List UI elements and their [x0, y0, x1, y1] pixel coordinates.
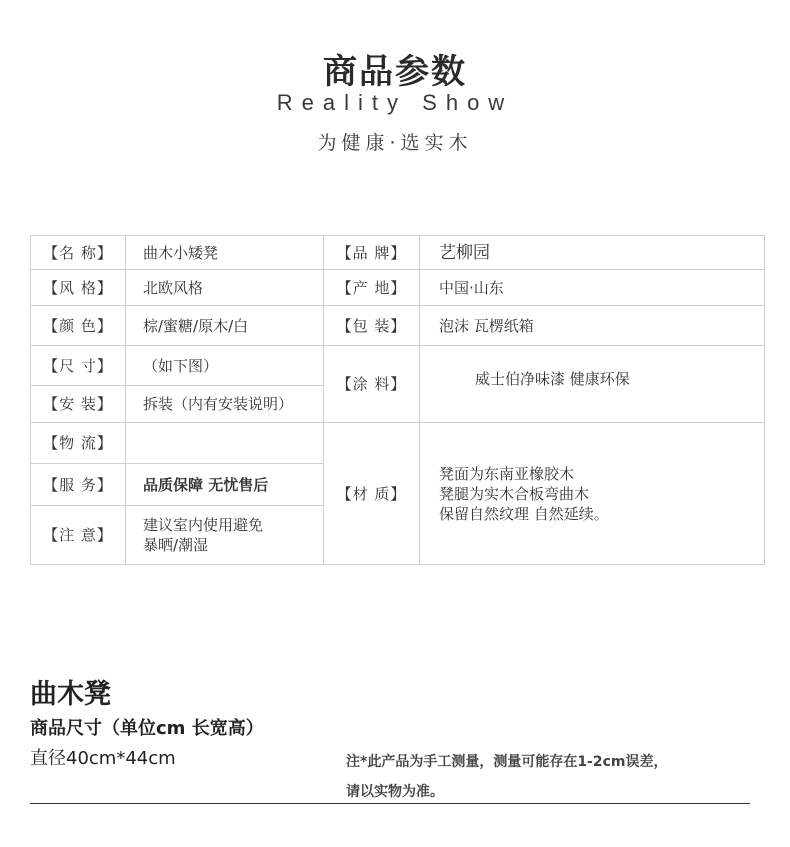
divider: [30, 803, 750, 804]
brand-label: 【品 牌】: [324, 236, 420, 270]
origin-label: 【产 地】: [324, 270, 420, 306]
size-value: （如下图）: [126, 346, 324, 386]
color-label: 【颜 色】: [31, 306, 126, 346]
color-value: 棕/蜜糖/原木/白: [126, 306, 324, 346]
product-parameters-table: [30, 235, 765, 565]
logistics-value: [126, 423, 324, 464]
service-value: 品质保障 无忧售后: [126, 464, 324, 506]
material-value: 凳面为东南亚橡胶木 凳腿为实木合板弯曲木 保留自然纹理 自然延续。: [439, 464, 609, 523]
style-label: 【风 格】: [31, 270, 126, 306]
service-label: 【服 务】: [31, 464, 126, 506]
product-size-title: 商品尺寸（单位cm 长宽高）: [30, 718, 264, 739]
logistics-label: 【物 流】: [31, 423, 126, 464]
style-value: 北欧风格: [126, 270, 324, 306]
page-subtitle-english: Reality Show: [276, 90, 514, 115]
notice-value: 建议室内使用避免 暴晒/潮湿: [126, 506, 324, 564]
package-value: 泡沫 瓦楞纸箱: [420, 306, 764, 346]
material-label: 【材 质】: [324, 423, 420, 564]
brand-value: 艺柳园: [420, 236, 764, 270]
package-label: 【包 装】: [324, 306, 420, 346]
page-title: 商品参数: [323, 52, 467, 92]
name-label: 【名 称】: [31, 236, 126, 270]
install-label: 【安 装】: [31, 386, 126, 423]
install-value: 拆装（内有安装说明）: [126, 386, 324, 423]
name-value: 曲木小矮凳: [126, 236, 324, 270]
measurement-note: 注*此产品为手工测量，测量可能存在1-2cm误差， 请以实物为准。: [346, 754, 668, 800]
notice-label: 【注 意】: [31, 506, 126, 564]
coating-label: 【涂 料】: [324, 346, 420, 423]
product-name: 曲木凳: [30, 679, 111, 710]
product-size-value: 直径40cm*44cm: [30, 748, 176, 769]
page-subtitle-chinese: 为健康·选实木: [317, 132, 473, 154]
origin-value: 中国·山东: [420, 270, 764, 306]
size-label: 【尺 寸】: [31, 346, 126, 386]
coating-value: 威士伯净味漆 健康环保: [420, 346, 764, 423]
